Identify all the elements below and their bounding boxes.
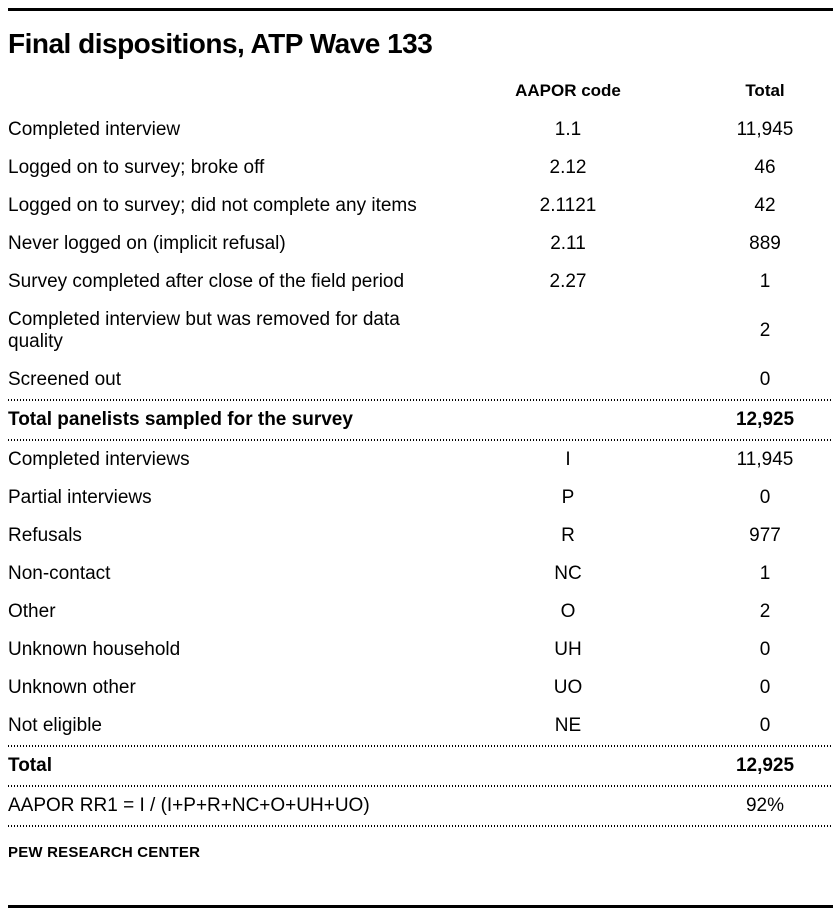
row-label: Unknown household — [8, 639, 181, 660]
row-total: 11,945 — [736, 119, 794, 140]
row-label: Completed interview but was removed for data quality — [8, 309, 400, 352]
row-label: Survey completed after close of the field period — [8, 271, 405, 292]
row-total: 11,945 — [736, 449, 794, 470]
row-label: Completed interviews — [8, 449, 190, 470]
row-aapor-code: UH — [554, 639, 582, 660]
row-label: Screened out — [8, 369, 122, 390]
row-aapor-code — [438, 787, 698, 825]
row-aapor-code: UO — [553, 677, 583, 698]
row-label: Non-contact — [8, 563, 111, 584]
row-label: Completed interview — [8, 119, 181, 140]
row-aapor-code — [438, 361, 698, 399]
dotted-divider — [8, 825, 832, 827]
header-row — [8, 75, 832, 111]
row-total: 42 — [754, 195, 776, 216]
row-total: 92% — [745, 795, 785, 816]
row-total: 1 — [759, 563, 771, 584]
column-header-total: Total — [745, 81, 785, 100]
row-aapor-code: 2.1121 — [539, 195, 597, 216]
row-total: 46 — [754, 157, 776, 178]
row-aapor-code: I — [565, 449, 571, 470]
row-aapor-code — [438, 301, 698, 361]
table-row — [8, 593, 832, 631]
row-total: 12,925 — [735, 409, 795, 430]
row-total: 2 — [759, 601, 771, 622]
table-row — [8, 441, 832, 479]
row-total: 2 — [759, 320, 771, 341]
row-label: Never logged on (implicit refusal) — [8, 233, 286, 254]
table-row — [8, 669, 832, 707]
table-row — [8, 111, 832, 149]
table-body — [8, 111, 832, 827]
row-label: Refusals — [8, 525, 82, 546]
row-label: Logged on to survey; did not complete any items — [8, 195, 417, 216]
table-row — [8, 361, 832, 399]
table-row — [8, 747, 832, 785]
row-total: 977 — [749, 525, 781, 546]
dispositions-table — [8, 75, 832, 827]
row-total: 0 — [759, 369, 771, 390]
table-header — [8, 75, 832, 111]
table-row — [8, 263, 832, 301]
row-label: Partial interviews — [8, 487, 152, 508]
row-label: Not eligible — [8, 715, 102, 736]
source-label: PEW RESEARCH CENTER — [8, 844, 201, 861]
table-row — [8, 301, 832, 361]
table-row — [8, 707, 832, 745]
row-label: Unknown other — [8, 677, 136, 698]
row-aapor-code — [438, 401, 698, 439]
row-total: 0 — [759, 639, 771, 660]
row-label: Total panelists sampled for the survey — [8, 409, 353, 430]
row-label: Total — [8, 755, 52, 776]
table-row — [8, 401, 832, 439]
table-row — [8, 787, 832, 825]
column-header-aapor-code: AAPOR code — [515, 81, 621, 100]
row-label: Other — [8, 601, 56, 622]
column-header-label — [8, 75, 438, 111]
table-row — [8, 187, 832, 225]
row-aapor-code: 1.1 — [554, 119, 582, 140]
divider-row — [8, 825, 832, 827]
row-total: 889 — [749, 233, 781, 254]
row-aapor-code: NE — [554, 715, 582, 736]
row-total: 0 — [759, 487, 771, 508]
row-label: AAPOR RR1 = I / (I+P+R+NC+O+UH+UO) — [8, 795, 370, 816]
row-aapor-code — [438, 747, 698, 785]
row-aapor-code: NC — [554, 563, 582, 584]
row-total: 1 — [759, 271, 771, 292]
table-row — [8, 517, 832, 555]
table-row — [8, 555, 832, 593]
table-row — [8, 225, 832, 263]
row-aapor-code: 2.27 — [549, 271, 587, 292]
row-aapor-code: 2.12 — [549, 157, 587, 178]
bottom-rule — [8, 905, 833, 908]
table-row — [8, 149, 832, 187]
row-total: 0 — [759, 715, 771, 736]
row-aapor-code: P — [561, 487, 575, 508]
row-total: 0 — [759, 677, 771, 698]
page-title: Final dispositions, ATP Wave 133 — [8, 28, 433, 59]
row-total: 12,925 — [735, 755, 795, 776]
top-rule — [8, 8, 833, 11]
row-aapor-code: 2.11 — [550, 233, 586, 254]
row-aapor-code: O — [560, 601, 576, 622]
row-label: Logged on to survey; broke off — [8, 157, 265, 178]
row-aapor-code: R — [561, 525, 575, 546]
table-row — [8, 479, 832, 517]
table-row — [8, 631, 832, 669]
